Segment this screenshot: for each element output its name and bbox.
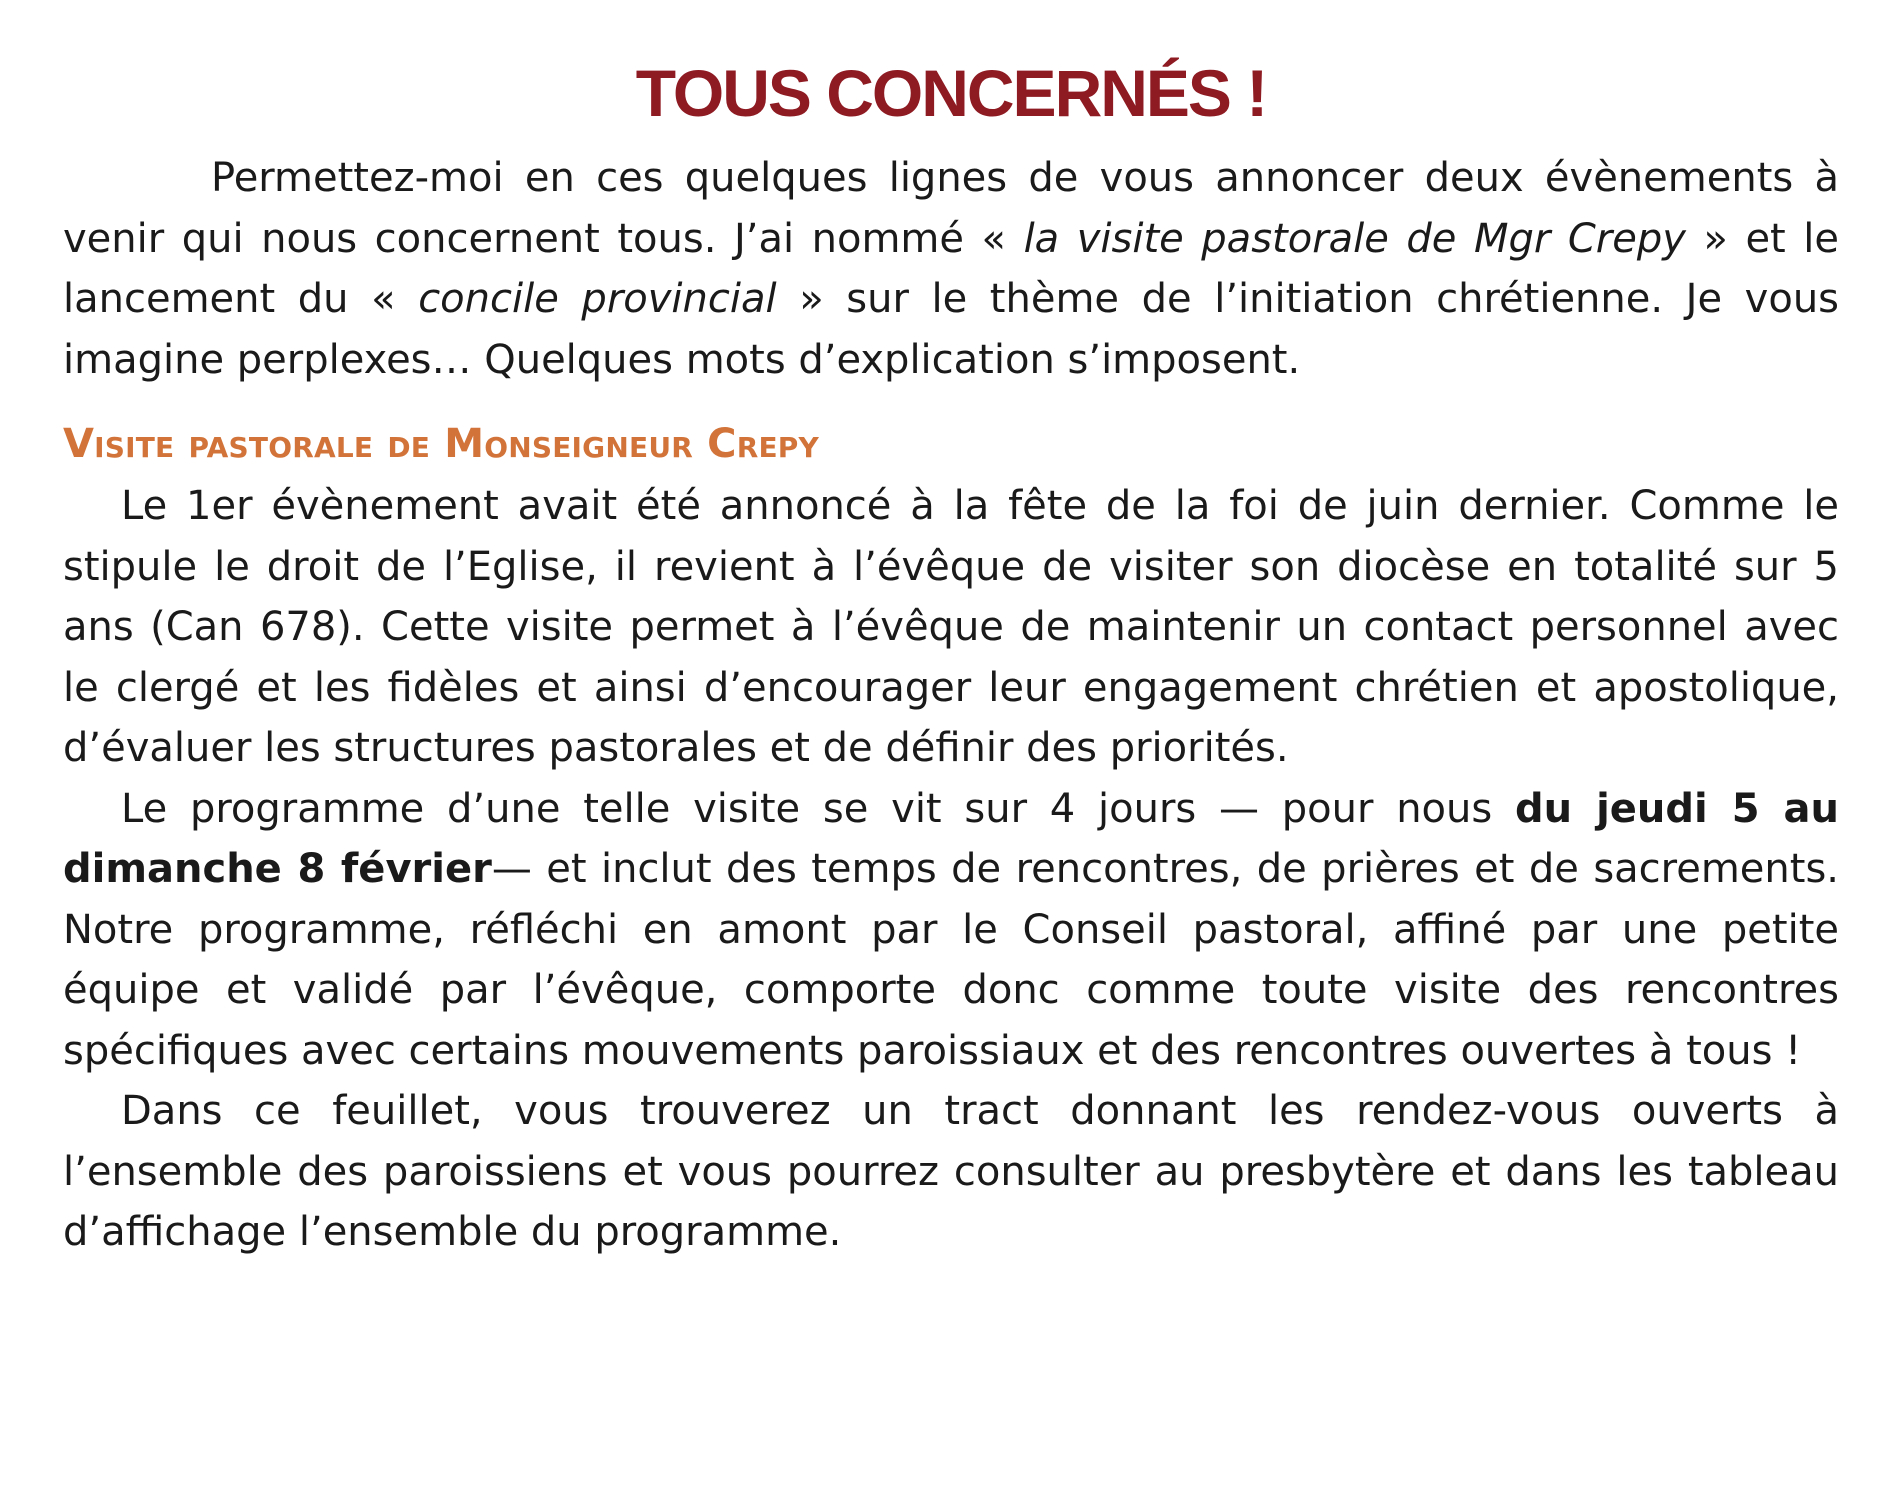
paragraph-3: Dans ce feuillet, vous trouverez un tract donnant les rendez-vous ouverts à l’ensemble des paroissiens et vous pourrez consulter au presbytère et dans les tableau d’affichage l’ensemble du programme. (63, 1088, 1839, 1255)
paragraph-2-text-2: — et inclut des temps de rencontres, de prières et de sacrements. Notre programme, réfléchi en amont par le Conseil pastoral, affiné par une petite équipe et validé par l’évêque, comporte donc comme toute visite des rencontres spécifiques avec certains mouvements paroissiaux et des rencontres ouvertes à tous ! (63, 846, 1839, 1074)
intro-italic-2: concile provincial (418, 276, 777, 322)
paragraph-2 (63, 779, 1839, 1082)
paragraph-1: Le 1er évènement avait été annoncé à la fête de la foi de juin dernier. Comme le stipule le droit de l’Eglise, il revient à l’évêque de visiter son diocèse en totalité sur 5 ans (Can 678). Cette visite permet à l’évêque de maintenir un contact personnel avec le clergé et les fidèles et ainsi d’encourager leur engagement chrétien et apostolique, d’évaluer les structures pastorales et de définir des priorités. (63, 483, 1839, 771)
paragraph-2-text-1: Le programme d’une telle visite se vit sur 4 jours — pour nous (121, 785, 1515, 832)
intro-paragraph (63, 148, 1839, 390)
section-heading: Visite pastorale de Monseigneur Crepy (63, 421, 819, 467)
intro-text-2: » et le lancement du « (63, 215, 1839, 322)
intro-italic-1: la visite pastorale de Mgr Crepy (1023, 215, 1686, 262)
article (63, 48, 1839, 1263)
intro-text-1: Permettez-moi en ces quelques lignes de vous annoncer deux évènements à venir qui nous concernent tous. J’ai nommé « (63, 155, 1839, 262)
article-title: TOUS CONCERNÉS ! (635, 56, 1267, 130)
intro-text-3: » sur le thème de l’initiation chrétienne. Je vous imagine perplexes… Quelques mots d’explication s’imposent. (63, 276, 1840, 383)
paragraph-2-dates: du jeudi 5 au dimanche 8 février (63, 785, 1839, 892)
